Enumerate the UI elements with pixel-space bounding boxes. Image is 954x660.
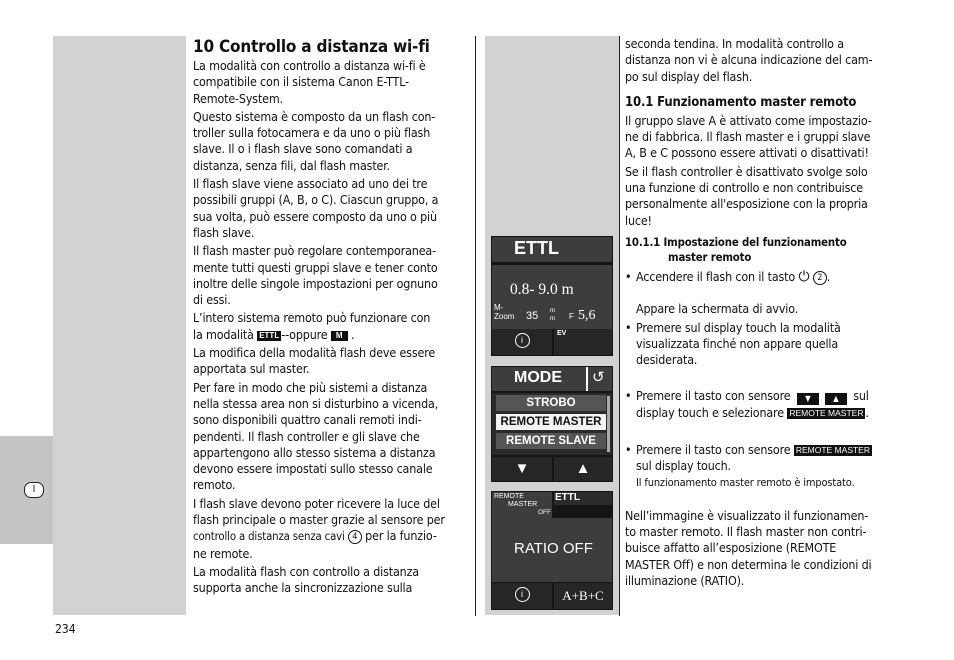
f-label: F [569, 312, 574, 321]
zoom-unit-1: m [550, 308, 555, 314]
instruction-step-4: • Premere il tasto con sensore REMOTE MASTER sul display touch. Il funzionamento master remoto è impostato. [625, 442, 910, 492]
zoom-value: 35 [526, 310, 539, 322]
language-badge: I [24, 482, 44, 498]
off-label: OFF [538, 509, 551, 516]
paragraph-2: Questo sistema è composto da un flash con- troller sulla fotocamera e da uno o più flash slave. Il o i flash slave sono comandati a distanza, senza fili, dal flash master. [193, 108, 436, 173]
ettl-mode-panel [554, 492, 612, 505]
ratio-panel [492, 518, 612, 582]
power-icon: ⏻ [798, 268, 810, 285]
range-panel [492, 265, 612, 329]
instruction-list [625, 269, 910, 492]
instruction-step-2: • Premere sul display touch la modalità visualizzata finché non appare quella desiderata. [625, 320, 910, 369]
ev-button[interactable] [554, 329, 612, 355]
paragraph-7: Per fare in modo che più sistemi a distanza nella stessa area non si disturbino a vicenda, sono disponibili quattro canali remoti indi- pendenti. Il flash controller e gli slave che appartengono allo stesso sistema a distanza devono essere impostati sullo stesso canale remoto. [193, 379, 439, 493]
info-icon-2: i [515, 587, 530, 602]
instruction-step-1: • Accendere il flash con il tasto ⏻ 2 . Appare la schermata di avvio. [625, 269, 910, 318]
scroll-down-button[interactable] [492, 457, 552, 481]
remote-master-tag: REMOTE MASTER [789, 408, 864, 419]
right-paragraph-2: Il gruppo slave A è attivato come impostazio- ne di fabbrica. Il flash master e i gruppi slave A, B e C possono essere attivati o disattivati! [625, 112, 872, 161]
option-strobo[interactable]: STROBO [496, 395, 606, 411]
left-text-column [193, 37, 471, 599]
paragraph-6: La modifica della modalità flash deve essere apportata sul master. [193, 345, 436, 377]
back-icon: ↺ [592, 369, 605, 386]
column-rule-left [475, 36, 476, 616]
back-button[interactable] [586, 367, 612, 391]
instruction-step-3: • Premere il tasto con sensore ▼ ▲ sul display touch e selezionare REMOTE MASTER . [625, 388, 910, 421]
master-label: MASTER [508, 501, 538, 508]
down-sensor-icon: ▼ [797, 393, 819, 405]
info-icon: i [515, 333, 530, 348]
mode-panel [492, 237, 612, 262]
zoom-label-2: Zoom [494, 312, 515, 321]
mode-label: ETTL [514, 238, 559, 258]
groups-label: A+B+C [562, 588, 604, 603]
right-paragraph-4: Nell’immagine è visualizzato il funzionamen- to master remoto. Il flash master non contri- buisce affatto all’esposizione (REMOTE MASTER Off) e non determina le condizioni di illuminazione (RATIO). [625, 507, 872, 588]
paragraph-8: I flash slave devono poter ricevere la luce del flash principale o master grazie al sensore per controllo a distanza senza cavi 4 per la funzio- ne remote. [193, 495, 445, 561]
right-text-column [625, 36, 910, 591]
mode-title: MODE [514, 369, 562, 386]
remote-status-panel [492, 492, 552, 518]
up-sensor-icon: ▲ [825, 393, 847, 405]
page-number: 234 [55, 622, 76, 636]
option-remote-master[interactable]: REMOTE MASTER [496, 414, 606, 430]
remote-master-tag-2: REMOTE MASTER [795, 444, 870, 455]
ev-label: EV [557, 330, 567, 337]
power-key-number: 2 [813, 271, 827, 285]
column-rule-right [619, 36, 620, 616]
step-1-note: Appare la schermata di avvio. [636, 301, 799, 317]
zoom-unit-2: m [550, 316, 555, 322]
range-value: 0.8- 9.0 m [510, 281, 574, 298]
left-margin-band [53, 36, 186, 615]
mode-options-panel [492, 393, 612, 455]
manual-mode-tag: M [331, 331, 348, 341]
up-arrow-icon: ▲ [575, 460, 591, 477]
flash-display-ettl [491, 236, 613, 356]
remote-label: REMOTE [494, 493, 524, 500]
mode-title-panel [492, 367, 612, 391]
zoom-label-1: M- [494, 303, 504, 312]
sub-subsection-heading: 10.1.1 Impostazione del funzionamento master remoto [625, 235, 847, 264]
right-paragraph-1: seconda tendina. In modalità controllo a distanza non vi è alcuna indicazione del cam- po sul display del flash. [625, 36, 873, 84]
down-arrow-icon: ▼ [514, 460, 530, 477]
options-scrollbar[interactable] [607, 396, 610, 452]
groups-button[interactable] [554, 583, 612, 609]
info-button[interactable] [492, 329, 552, 355]
option-remote-slave[interactable]: REMOTE SLAVE [496, 433, 606, 449]
info-button-2[interactable] [492, 583, 552, 609]
paragraph-9: La modalità flash con controllo a distanza supporta anche la sincronizzazione sulla [193, 563, 419, 596]
section-heading: 10 Controllo a distanza wi-fi [193, 37, 430, 57]
ratio-value: RATIO OFF [514, 540, 593, 557]
paragraph-4: Il flash master può regolare contemporanea- mente tutti questi gruppi slave e tener conto inoltre delle singole impostazioni per ognuno di essi. [193, 243, 438, 308]
paragraph-1: La modalità con controllo a distanza wi-fi è compatibile con il sistema Canon E-TTL- Remote-System. [193, 58, 426, 106]
flash-display-mode-menu [491, 366, 613, 482]
subsection-heading: 10.1 Funzionamento master remoto [625, 94, 857, 110]
sensor-number-badge: 4 [348, 530, 362, 544]
scroll-up-button[interactable] [554, 457, 612, 481]
paragraph-5: L’intero sistema remoto può funzionare con la modalità ETTL --oppure M . [193, 310, 431, 342]
f-value: 5,6 [578, 308, 596, 323]
paragraph-3: Il flash slave viene associato ad uno dei tre possibili gruppi (A, B, o C). Ciascun gruppo, a sua volta, può essere composto da uno o più flash slave. [193, 176, 439, 240]
ettl-label: ETTL [555, 492, 580, 503]
flash-display-remote-master [491, 491, 613, 610]
ettl-mode-tag: ETTL [259, 330, 280, 340]
step-4-note: Il funzionamento master remoto è impostato. [636, 476, 855, 490]
right-paragraph-3: Se il flash controller è disattivato svolge solo una funzione di controllo e non contribuisce personalmente all'esposizione con la propria luce! [625, 163, 868, 228]
